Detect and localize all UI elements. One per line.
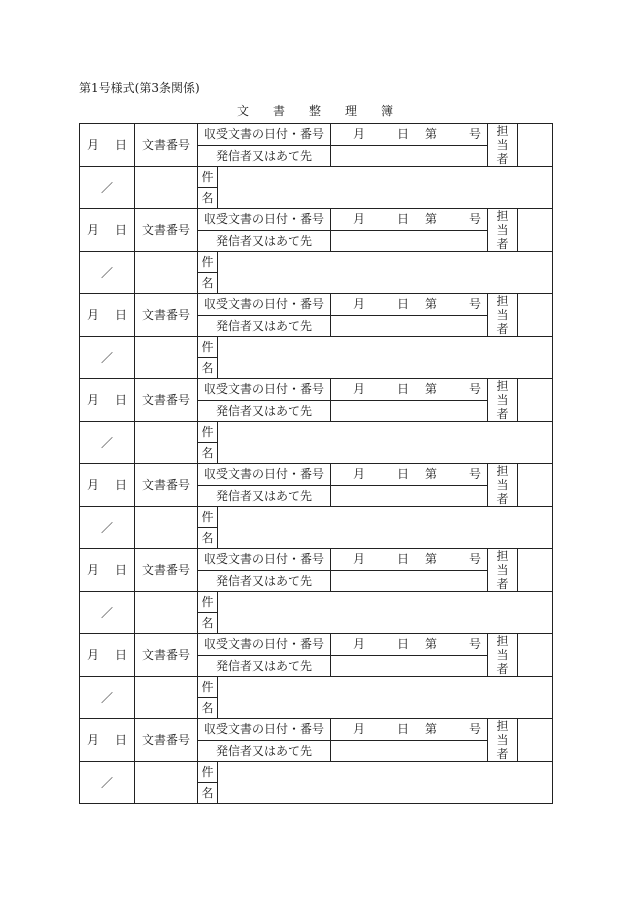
subject-char-1: 件 bbox=[198, 337, 218, 358]
date-day-label: 日 bbox=[397, 382, 410, 397]
tanto-char: 者 bbox=[496, 747, 509, 761]
form-number-label: 第1号様式(第3条関係) bbox=[79, 81, 200, 95]
date-day-label: 日 bbox=[397, 127, 410, 142]
date-day-label: 日 bbox=[397, 722, 410, 737]
title-char: 文 bbox=[236, 104, 249, 118]
tanto-char: 当 bbox=[496, 138, 509, 152]
document-register-table bbox=[79, 123, 553, 804]
title-char: 整 bbox=[308, 104, 321, 118]
doc-number-field[interactable] bbox=[135, 762, 198, 804]
received-doc-date-number-label: 収受文書の日付・番号 bbox=[198, 634, 331, 656]
month-label: 月 bbox=[86, 478, 99, 492]
tanto-char: 担 bbox=[496, 464, 509, 478]
day-label: 日 bbox=[115, 733, 128, 747]
doc-number-field[interactable] bbox=[135, 677, 198, 719]
entry-header-row bbox=[80, 294, 553, 316]
date-number-field[interactable] bbox=[331, 634, 488, 656]
subject-field[interactable] bbox=[218, 422, 553, 464]
month-label: 月 bbox=[86, 223, 99, 237]
subject-char-1: 件 bbox=[198, 252, 218, 273]
tanto-char: 担 bbox=[496, 209, 509, 223]
date-month-label: 月 bbox=[352, 637, 365, 652]
entry-subject-row bbox=[80, 507, 553, 528]
tanto-char: 当 bbox=[496, 393, 509, 407]
date-go-label: 号 bbox=[469, 297, 482, 312]
sender-field[interactable] bbox=[331, 485, 488, 507]
subject-char-2: 名 bbox=[198, 698, 218, 719]
title-char: 簿 bbox=[381, 104, 394, 118]
doc-number-header: 文書番号 bbox=[135, 294, 198, 337]
date-number-field[interactable] bbox=[331, 719, 488, 741]
doc-number-field[interactable] bbox=[135, 592, 198, 634]
month-day-header bbox=[80, 379, 135, 422]
date-go-label: 号 bbox=[469, 467, 482, 482]
sender-label: 発信者又はあて先 bbox=[198, 400, 331, 422]
date-dai-label: 第 bbox=[425, 382, 438, 397]
received-doc-date-number-label: 収受文書の日付・番号 bbox=[198, 549, 331, 571]
tanto-char: 者 bbox=[496, 577, 509, 591]
tanto-char: 者 bbox=[496, 237, 509, 251]
entry-subject-row bbox=[80, 677, 553, 698]
tanto-char: 当 bbox=[496, 223, 509, 237]
person-in-charge-label bbox=[488, 464, 518, 507]
date-go-label: 号 bbox=[469, 722, 482, 737]
day-label: 日 bbox=[115, 478, 128, 492]
day-label: 日 bbox=[115, 308, 128, 322]
subject-char-1: 件 bbox=[198, 507, 218, 528]
doc-number-header: 文書番号 bbox=[135, 549, 198, 592]
sender-label: 発信者又はあて先 bbox=[198, 740, 331, 762]
date-month-label: 月 bbox=[352, 297, 365, 312]
date-slash-field[interactable]: ／ bbox=[80, 677, 135, 719]
person-in-charge-label bbox=[488, 379, 518, 422]
date-go-label: 号 bbox=[469, 212, 482, 227]
received-doc-date-number-label: 収受文書の日付・番号 bbox=[198, 719, 331, 741]
subject-char-2: 名 bbox=[198, 613, 218, 634]
sender-label: 発信者又はあて先 bbox=[198, 655, 331, 677]
document-title bbox=[79, 103, 551, 119]
date-number-field[interactable] bbox=[331, 294, 488, 316]
sender-field[interactable] bbox=[331, 315, 488, 337]
month-day-header bbox=[80, 209, 135, 252]
day-label: 日 bbox=[115, 648, 128, 662]
month-day-header bbox=[80, 719, 135, 762]
sender-field[interactable] bbox=[331, 655, 488, 677]
date-dai-label: 第 bbox=[425, 637, 438, 652]
day-label: 日 bbox=[115, 138, 128, 152]
entry-header-row bbox=[80, 209, 553, 231]
sender-field[interactable] bbox=[331, 230, 488, 252]
month-day-header bbox=[80, 294, 135, 337]
entry-header-row bbox=[80, 124, 553, 146]
doc-number-field[interactable] bbox=[135, 507, 198, 549]
sender-field[interactable] bbox=[331, 145, 488, 167]
doc-number-header: 文書番号 bbox=[135, 464, 198, 507]
sender-label: 発信者又はあて先 bbox=[198, 315, 331, 337]
doc-number-header: 文書番号 bbox=[135, 379, 198, 422]
tanto-char: 者 bbox=[496, 662, 509, 676]
subject-field[interactable] bbox=[218, 252, 553, 294]
tanto-char: 担 bbox=[496, 124, 509, 138]
sender-field[interactable] bbox=[331, 740, 488, 762]
tanto-char: 当 bbox=[496, 563, 509, 577]
received-doc-date-number-label: 収受文書の日付・番号 bbox=[198, 464, 331, 486]
date-day-label: 日 bbox=[397, 467, 410, 482]
date-number-field[interactable] bbox=[331, 124, 488, 146]
date-number-field[interactable] bbox=[331, 379, 488, 401]
tanto-char: 当 bbox=[496, 648, 509, 662]
entry-subject-row bbox=[80, 592, 553, 613]
date-month-label: 月 bbox=[352, 212, 365, 227]
title-char: 書 bbox=[272, 104, 285, 118]
subject-field[interactable] bbox=[218, 762, 553, 804]
date-dai-label: 第 bbox=[425, 212, 438, 227]
title-char: 理 bbox=[345, 104, 358, 118]
subject-char-2: 名 bbox=[198, 443, 218, 464]
month-day-header bbox=[80, 549, 135, 592]
person-in-charge-label bbox=[488, 124, 518, 167]
sender-label: 発信者又はあて先 bbox=[198, 145, 331, 167]
person-in-charge-field[interactable] bbox=[518, 209, 553, 252]
date-dai-label: 第 bbox=[425, 552, 438, 567]
date-slash-field[interactable]: ／ bbox=[80, 592, 135, 634]
date-month-label: 月 bbox=[352, 722, 365, 737]
date-go-label: 号 bbox=[469, 127, 482, 142]
date-dai-label: 第 bbox=[425, 722, 438, 737]
month-label: 月 bbox=[86, 563, 99, 577]
tanto-char: 当 bbox=[496, 478, 509, 492]
tanto-char: 担 bbox=[496, 634, 509, 648]
date-go-label: 号 bbox=[469, 637, 482, 652]
subject-char-2: 名 bbox=[198, 528, 218, 549]
doc-number-field[interactable] bbox=[135, 252, 198, 294]
entry-subject-row bbox=[80, 762, 553, 783]
date-day-label: 日 bbox=[397, 212, 410, 227]
sender-field[interactable] bbox=[331, 400, 488, 422]
date-go-label: 号 bbox=[469, 382, 482, 397]
date-slash-field[interactable]: ／ bbox=[80, 337, 135, 379]
person-in-charge-label bbox=[488, 549, 518, 592]
tanto-char: 担 bbox=[496, 549, 509, 563]
doc-number-header: 文書番号 bbox=[135, 719, 198, 762]
date-month-label: 月 bbox=[352, 127, 365, 142]
month-day-header bbox=[80, 464, 135, 507]
entry-subject-row bbox=[80, 252, 553, 273]
person-in-charge-label bbox=[488, 634, 518, 677]
entry-header-row bbox=[80, 379, 553, 401]
subject-char-1: 件 bbox=[198, 167, 218, 188]
sender-field[interactable] bbox=[331, 570, 488, 592]
date-dai-label: 第 bbox=[425, 127, 438, 142]
subject-field[interactable] bbox=[218, 677, 553, 719]
month-day-header bbox=[80, 634, 135, 677]
person-in-charge-field[interactable] bbox=[518, 379, 553, 422]
doc-number-header: 文書番号 bbox=[135, 124, 198, 167]
subject-char-2: 名 bbox=[198, 358, 218, 379]
tanto-char: 者 bbox=[496, 322, 509, 336]
received-doc-date-number-label: 収受文書の日付・番号 bbox=[198, 124, 331, 146]
tanto-char: 担 bbox=[496, 379, 509, 393]
entry-header-row bbox=[80, 634, 553, 656]
month-label: 月 bbox=[86, 308, 99, 322]
entry-header-row bbox=[80, 549, 553, 571]
date-slash-field[interactable]: ／ bbox=[80, 762, 135, 804]
tanto-char: 者 bbox=[496, 152, 509, 166]
person-in-charge-field[interactable] bbox=[518, 294, 553, 337]
sender-label: 発信者又はあて先 bbox=[198, 230, 331, 252]
tanto-char: 者 bbox=[496, 407, 509, 421]
date-month-label: 月 bbox=[352, 552, 365, 567]
entry-header-row bbox=[80, 464, 553, 486]
date-slash-field[interactable]: ／ bbox=[80, 167, 135, 209]
doc-number-field[interactable] bbox=[135, 167, 198, 209]
date-number-field[interactable] bbox=[331, 549, 488, 571]
entry-header-row bbox=[80, 719, 553, 741]
doc-number-field[interactable] bbox=[135, 337, 198, 379]
subject-char-2: 名 bbox=[198, 188, 218, 209]
date-month-label: 月 bbox=[352, 382, 365, 397]
date-day-label: 日 bbox=[397, 297, 410, 312]
person-in-charge-field[interactable] bbox=[518, 124, 553, 167]
date-go-label: 号 bbox=[469, 552, 482, 567]
subject-field[interactable] bbox=[218, 167, 553, 209]
tanto-char: 者 bbox=[496, 492, 509, 506]
person-in-charge-label bbox=[488, 294, 518, 337]
subject-char-2: 名 bbox=[198, 273, 218, 294]
month-label: 月 bbox=[86, 733, 99, 747]
subject-char-1: 件 bbox=[198, 422, 218, 443]
subject-field[interactable] bbox=[218, 592, 553, 634]
subject-char-1: 件 bbox=[198, 677, 218, 698]
doc-number-header: 文書番号 bbox=[135, 209, 198, 252]
date-number-field[interactable] bbox=[331, 209, 488, 231]
sender-label: 発信者又はあて先 bbox=[198, 485, 331, 507]
person-in-charge-field[interactable] bbox=[518, 634, 553, 677]
date-slash-field[interactable]: ／ bbox=[80, 422, 135, 464]
date-number-field[interactable] bbox=[331, 464, 488, 486]
subject-char-2: 名 bbox=[198, 783, 218, 804]
doc-number-field[interactable] bbox=[135, 422, 198, 464]
tanto-char: 担 bbox=[496, 294, 509, 308]
entry-subject-row bbox=[80, 337, 553, 358]
subject-field[interactable] bbox=[218, 337, 553, 379]
day-label: 日 bbox=[115, 223, 128, 237]
tanto-char: 当 bbox=[496, 733, 509, 747]
month-label: 月 bbox=[86, 138, 99, 152]
entry-subject-row bbox=[80, 167, 553, 188]
date-dai-label: 第 bbox=[425, 297, 438, 312]
date-dai-label: 第 bbox=[425, 467, 438, 482]
month-day-header bbox=[80, 124, 135, 167]
received-doc-date-number-label: 収受文書の日付・番号 bbox=[198, 379, 331, 401]
date-month-label: 月 bbox=[352, 467, 365, 482]
subject-field[interactable] bbox=[218, 507, 553, 549]
person-in-charge-label bbox=[488, 719, 518, 762]
received-doc-date-number-label: 収受文書の日付・番号 bbox=[198, 209, 331, 231]
doc-number-header: 文書番号 bbox=[135, 634, 198, 677]
received-doc-date-number-label: 収受文書の日付・番号 bbox=[198, 294, 331, 316]
date-slash-field[interactable]: ／ bbox=[80, 252, 135, 294]
person-in-charge-field[interactable] bbox=[518, 549, 553, 592]
person-in-charge-field[interactable] bbox=[518, 719, 553, 762]
tanto-char: 当 bbox=[496, 308, 509, 322]
subject-char-1: 件 bbox=[198, 762, 218, 783]
day-label: 日 bbox=[115, 563, 128, 577]
month-label: 月 bbox=[86, 393, 99, 407]
date-day-label: 日 bbox=[397, 552, 410, 567]
date-day-label: 日 bbox=[397, 637, 410, 652]
person-in-charge-label bbox=[488, 209, 518, 252]
entry-subject-row bbox=[80, 422, 553, 443]
day-label: 日 bbox=[115, 393, 128, 407]
date-slash-field[interactable]: ／ bbox=[80, 507, 135, 549]
person-in-charge-field[interactable] bbox=[518, 464, 553, 507]
sender-label: 発信者又はあて先 bbox=[198, 570, 331, 592]
month-label: 月 bbox=[86, 648, 99, 662]
tanto-char: 担 bbox=[496, 719, 509, 733]
subject-char-1: 件 bbox=[198, 592, 218, 613]
